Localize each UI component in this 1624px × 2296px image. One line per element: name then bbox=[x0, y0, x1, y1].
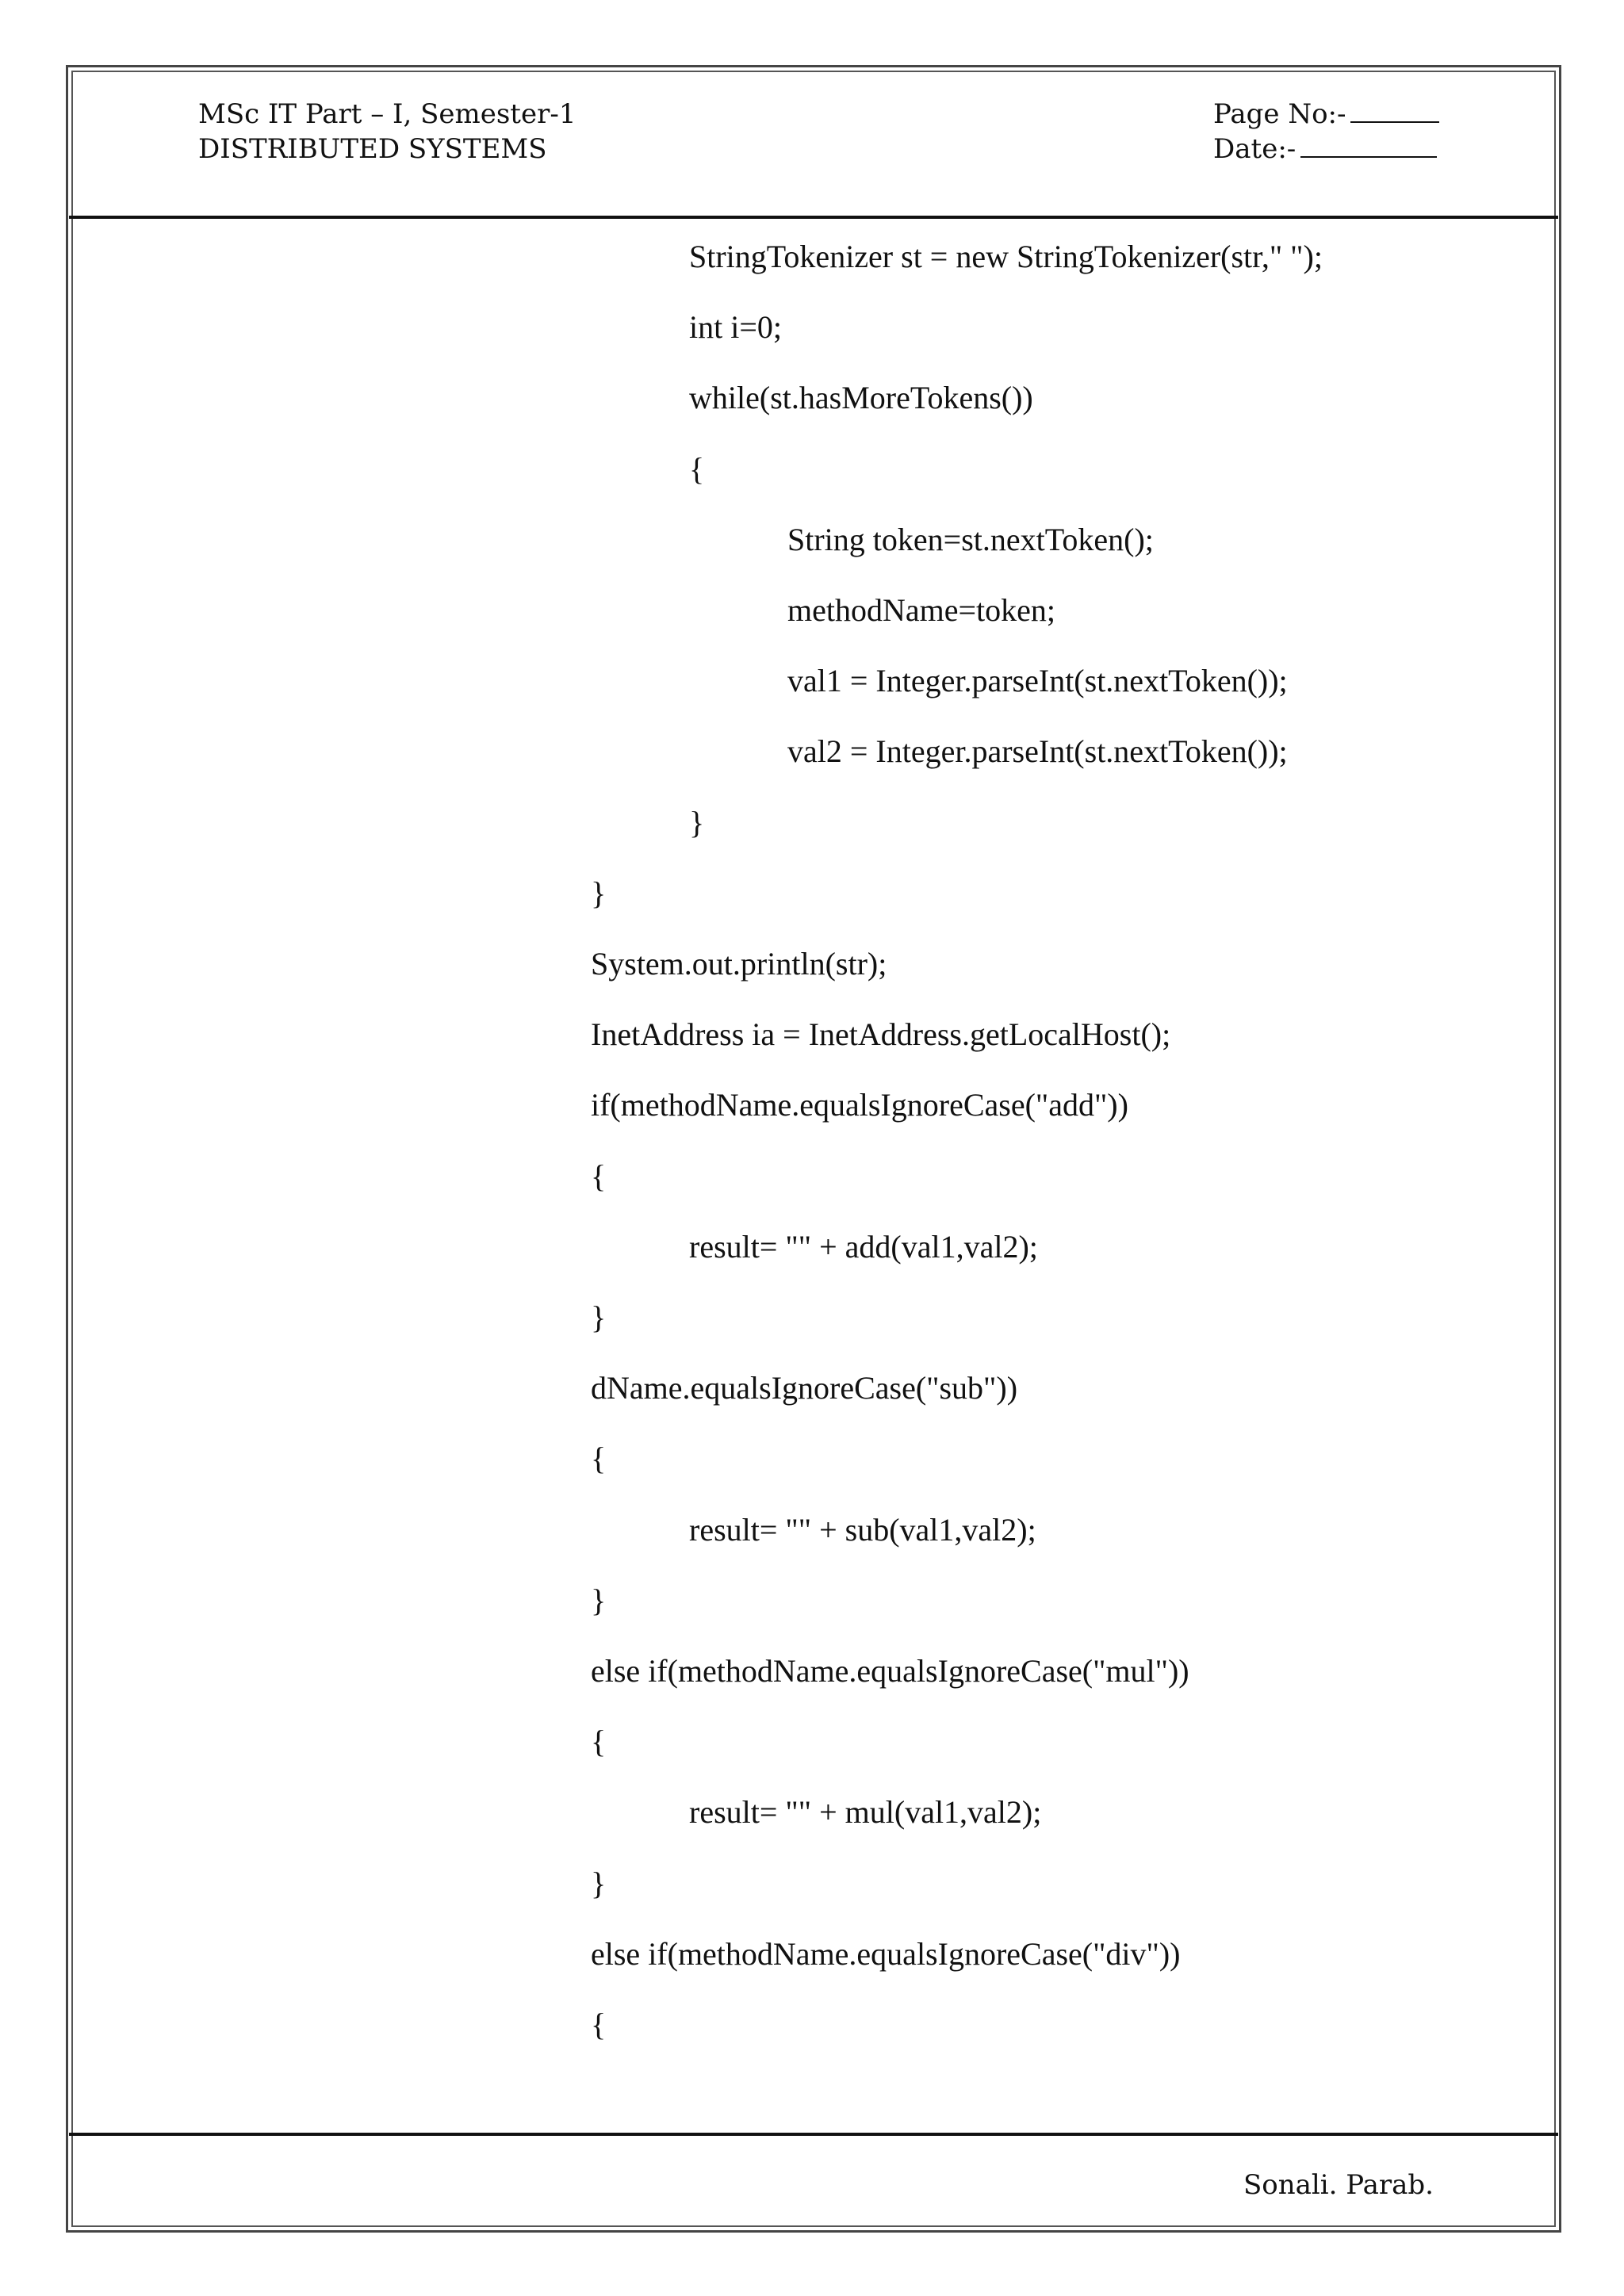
code-line: } bbox=[591, 1866, 607, 1901]
code-line: } bbox=[591, 875, 607, 911]
code-line: } bbox=[689, 805, 705, 840]
code-line: { bbox=[591, 2007, 607, 2042]
author-name: Sonali. Parab. bbox=[1243, 2169, 1434, 2201]
code-line: } bbox=[591, 1299, 607, 1335]
date-label: Date:- bbox=[1213, 133, 1297, 165]
subject-title: DISTRIBUTED SYSTEMS bbox=[198, 133, 547, 165]
code-line: { bbox=[591, 1158, 607, 1194]
code-line: methodName=token; bbox=[787, 592, 1056, 628]
code-line: result= "" + sub(val1,val2); bbox=[689, 1512, 1036, 1548]
code-line: result= "" + mul(val1,val2); bbox=[689, 1794, 1042, 1830]
code-line: String token=st.nextToken(); bbox=[787, 522, 1154, 557]
page-number-label: Page No:- bbox=[1213, 98, 1346, 130]
code-line: else if(methodName.equalsIgnoreCase("div")) bbox=[591, 1936, 1181, 1972]
code-line: else if(methodName.equalsIgnoreCase("mul")) bbox=[591, 1653, 1189, 1689]
code-line: InetAddress ia = InetAddress.getLocalHost(); bbox=[591, 1016, 1171, 1052]
code-line: if(methodName.equalsIgnoreCase("add")) bbox=[591, 1087, 1128, 1123]
code-line: { bbox=[591, 1724, 607, 1759]
code-line: int i=0; bbox=[689, 309, 783, 345]
code-line: val1 = Integer.parseInt(st.nextToken()); bbox=[787, 663, 1288, 698]
code-line: StringTokenizer st = new StringTokenizer(str," "); bbox=[689, 239, 1323, 274]
code-line: { bbox=[591, 1441, 607, 1476]
course-title: MSc IT Part – I, Semester-1 bbox=[198, 98, 576, 130]
code-line: } bbox=[591, 1582, 607, 1618]
code-line: System.out.println(str); bbox=[591, 946, 887, 982]
code-line: result= "" + add(val1,val2); bbox=[689, 1229, 1038, 1265]
code-line: val2 = Integer.parseInt(st.nextToken()); bbox=[787, 733, 1288, 769]
code-line: { bbox=[689, 451, 705, 487]
code-line: dName.equalsIgnoreCase("sub")) bbox=[591, 1370, 1018, 1406]
code-line: while(st.hasMoreTokens()) bbox=[689, 380, 1033, 415]
